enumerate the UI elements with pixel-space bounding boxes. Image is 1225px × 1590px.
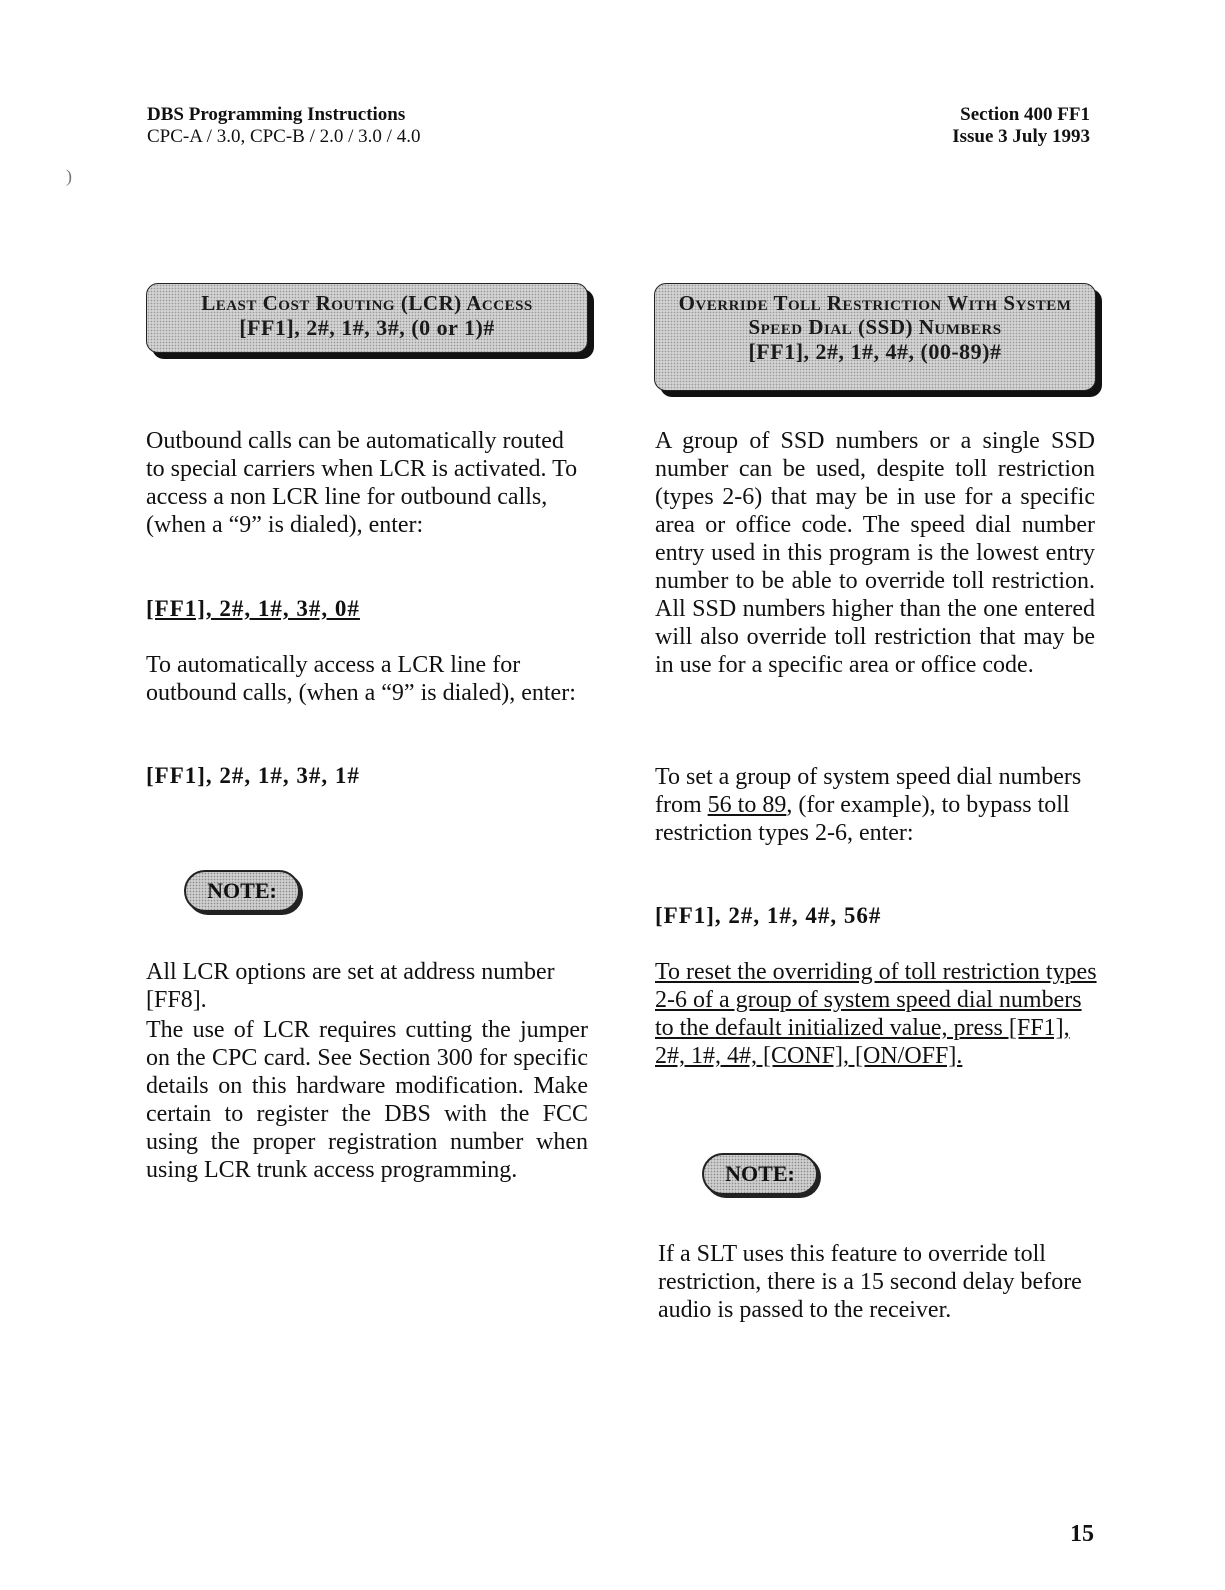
section-number: Section 400 FF1 [960, 104, 1090, 125]
right-note-label: NOTE: [725, 1161, 795, 1186]
document-header-left [147, 104, 647, 148]
left-note-label: NOTE: [207, 878, 277, 903]
toll-group-paragraph [655, 763, 1095, 847]
lcr-banner-title: Least Cost Routing (LCR) Access [201, 291, 533, 315]
toll-override-banner [654, 283, 1096, 391]
lcr-banner-code: [FF1], 2#, 1#, 3#, (0 or 1)# [239, 315, 495, 340]
toll-command: [FF1], 2#, 1#, 4#, 56# [655, 903, 882, 928]
toll-group-range: 56 to 89 [707, 792, 787, 818]
toll-note-text: If a SLT uses this feature to override toll restriction, there is a 15 second delay before audio is passed to the receiver. [658, 1241, 1082, 1323]
toll-group-text-a: To set a group of system speed dial numbers from [655, 764, 1082, 818]
right-note-badge [702, 1153, 818, 1195]
issue-date: Issue 3 July 1993 [952, 126, 1090, 147]
lcr-auto-paragraph: To automatically access a LCR line for outbound calls, (when a “9” is dialed), enter: [146, 652, 576, 706]
lcr-note-text-2: The use of LCR requires cutting the jumper on the CPC card. See Section 300 for specific details on this hardware modification. Make certain to register the DBS with the FCC using the proper registration number when using LCR trunk access programming. [146, 1017, 588, 1183]
toll-banner-code: [FF1], 2#, 1#, 4#, (00-89)# [748, 339, 1002, 364]
lcr-command-auto: [FF1], 2#, 1#, 3#, 1# [146, 763, 360, 788]
doc-title: DBS Programming Instructions [147, 104, 406, 125]
lcr-command-nonlcr: [FF1], 2#, 1#, 3#, 0# [146, 596, 360, 621]
toll-banner-subtitle: Speed Dial (SSD) Numbers [748, 315, 1002, 339]
lcr-note-text-1: All LCR options are set at address number [FF8]. [146, 959, 555, 1013]
lcr-intro-paragraph: Outbound calls can be automatically routed to special carriers when LCR is activated. To access a non LCR line for outbound calls, (when a “9” is dialed), enter: [146, 428, 578, 538]
page-number: 15 [1070, 1521, 1094, 1547]
toll-banner-title: Override Toll Restriction With System [678, 291, 1072, 315]
toll-intro-paragraph: A group of SSD numbers or a single SSD number can be used, despite toll restriction (types 2-6) that may be in use for a specific area or office code. The speed dial number entry used in this program is the lowest entry number to be able to override toll restriction. All SSD numbers higher than the one entered will also override toll restriction that may be in use for a specific area or office code. [655, 428, 1095, 678]
document-header-right [800, 104, 1090, 148]
left-note-badge [184, 870, 300, 912]
toll-group-text-b: , (for example), to bypass toll restriction types 2-6, enter: [655, 792, 1070, 846]
doc-versions: CPC-A / 3.0, CPC-B / 2.0 / 3.0 / 4.0 [147, 126, 421, 147]
lcr-access-banner [146, 283, 588, 353]
scan-mark: ) [66, 166, 72, 186]
toll-reset-paragraph: To reset the overriding of toll restriction types 2-6 of a group of system speed dial numbers to the default initialized value, press [FF1], 2#, 1#, 4#, [CONF], [ON/OFF]. [655, 959, 1097, 1069]
